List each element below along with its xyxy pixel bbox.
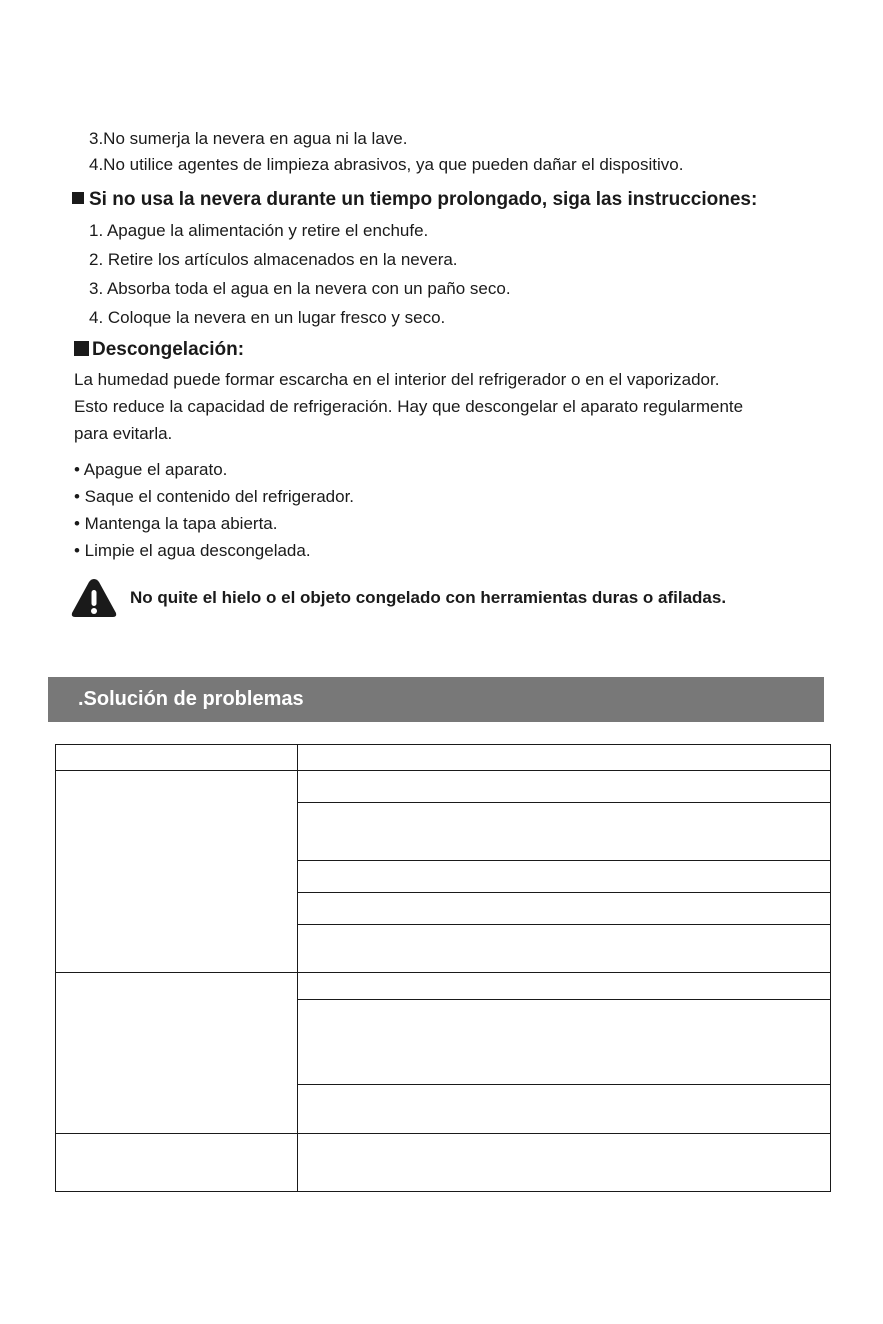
storage-step-1: 1. Apague la alimentación y retire el enchufe. [89,221,429,240]
square-bullet-icon [72,192,84,204]
table-cell [56,973,298,1134]
table-cell [298,925,831,973]
defrost-paragraph-line-3: para evitarla. [74,424,173,443]
square-bullet-icon [74,341,89,356]
table-row [56,771,831,803]
defrost-paragraph-line-2: Esto reduce la capacidad de refrigeración. Hay que descongelar el aparato regularmente [74,397,744,416]
table-cell [298,973,831,1000]
table-header-row [56,745,831,771]
cleaning-item-3: 3.No sumerja la nevera en agua ni la lave. [89,129,408,148]
storage-step-4: 4. Coloque la nevera en un lugar fresco y seco. [89,308,446,327]
defrost-heading-text: Descongelación: [92,339,245,360]
warning-row [70,576,726,620]
defrost-bullet-2: • Saque el contenido del refrigerador. [74,487,355,506]
storage-heading-text: Si no usa la nevera durante un tiempo prolongado, siga las instrucciones: [89,189,758,210]
table-cell [298,745,831,771]
defrost-bullet-4: • Limpie el agua descongelada. [74,541,311,560]
storage-step-2: 2. Retire los artículos almacenados en la nevera. [89,250,458,269]
table-cell [298,803,831,861]
defrost-paragraph-line-1: La humedad puede formar escarcha en el interior del refrigerador o en el vaporizador. [74,370,720,389]
table-cell [56,771,298,973]
table-row [56,973,831,1000]
table-cell [298,1085,831,1134]
table-cell [298,893,831,925]
defrost-heading [74,339,244,361]
troubleshooting-title: .Solución de problemas [78,688,304,710]
troubleshooting-table [55,744,831,1192]
table-cell [56,745,298,771]
warning-triangle-icon [70,576,118,620]
defrost-bullet-1: • Apague el aparato. [74,460,228,479]
troubleshooting-section-bar [48,677,824,722]
table-cell [298,1134,831,1192]
table-cell [298,1000,831,1085]
storage-step-3: 3. Absorba toda el agua en la nevera con un paño seco. [89,279,511,298]
warning-text: No quite el hielo o el objeto congelado con herramientas duras o afiladas. [130,588,727,607]
table-cell [56,1134,298,1192]
storage-heading [72,189,757,211]
cleaning-item-4: 4.No utilice agentes de limpieza abrasivos, ya que pueden dañar el dispositivo. [89,155,684,174]
table-cell [298,771,831,803]
table-row [56,1134,831,1192]
defrost-bullet-3: • Mantenga la tapa abierta. [74,514,278,533]
table-cell [298,861,831,893]
